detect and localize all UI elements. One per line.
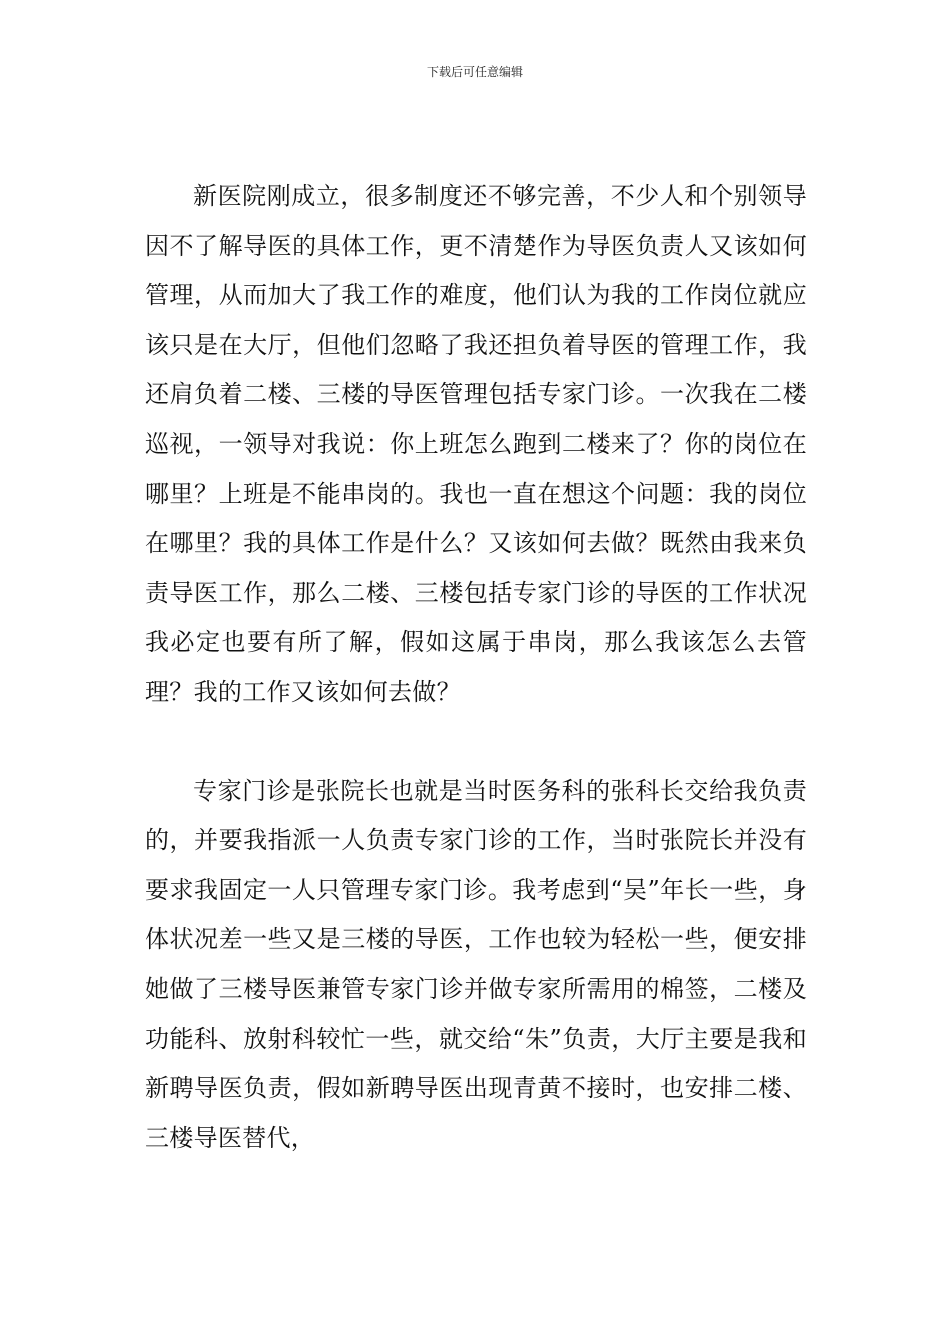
document-body	[145, 172, 807, 1163]
paragraph-2: 专家门诊是张院长也就是当时医务科的张科长交给我负责的，并要我指派一人负责专家门诊的工作，当时张院长并没有要求我固定一人只管理专家门诊。我考虑到“吴”年长一些，身体状况差一些又是三楼的导医，工作也较为轻松一些，便安排她做了三楼导医兼管专家门诊并做专家所需用的棉签，二楼及功能科、放射科较忙一些，就交给“朱”负责，大厅主要是我和新聘导医负责，假如新聘导医出现青黄不接时，也安排二楼、三楼导医替代，	[145, 776, 807, 1152]
page-header-note: 下载后可任意编辑	[426, 65, 523, 79]
paragraph-1: 新医院刚成立，很多制度还不够完善，不少人和个别领导因不了解导医的具体工作，更不清楚作为导医负责人又该如何管理，从而加大了我工作的难度，他们认为我的工作岗位就应该只是在大厅，但他们忽略了我还担负着导医的管理工作，我还肩负着二楼、三楼的导医管理包括专家门诊。一次我在二楼巡视，一领导对我说：你上班怎么跑到二楼来了？你的岗位在哪里？上班是不能串岗的。我也一直在想这个问题：我的岗位在哪里？我的具体工作是什么？又该如何去做？既然由我来负责导医工作，那么二楼、三楼包括专家门诊的导医的工作状况我必定也要有所了解，假如这属于串岗，那么我该怎么去管理？我的工作又该如何去做？	[145, 182, 807, 706]
